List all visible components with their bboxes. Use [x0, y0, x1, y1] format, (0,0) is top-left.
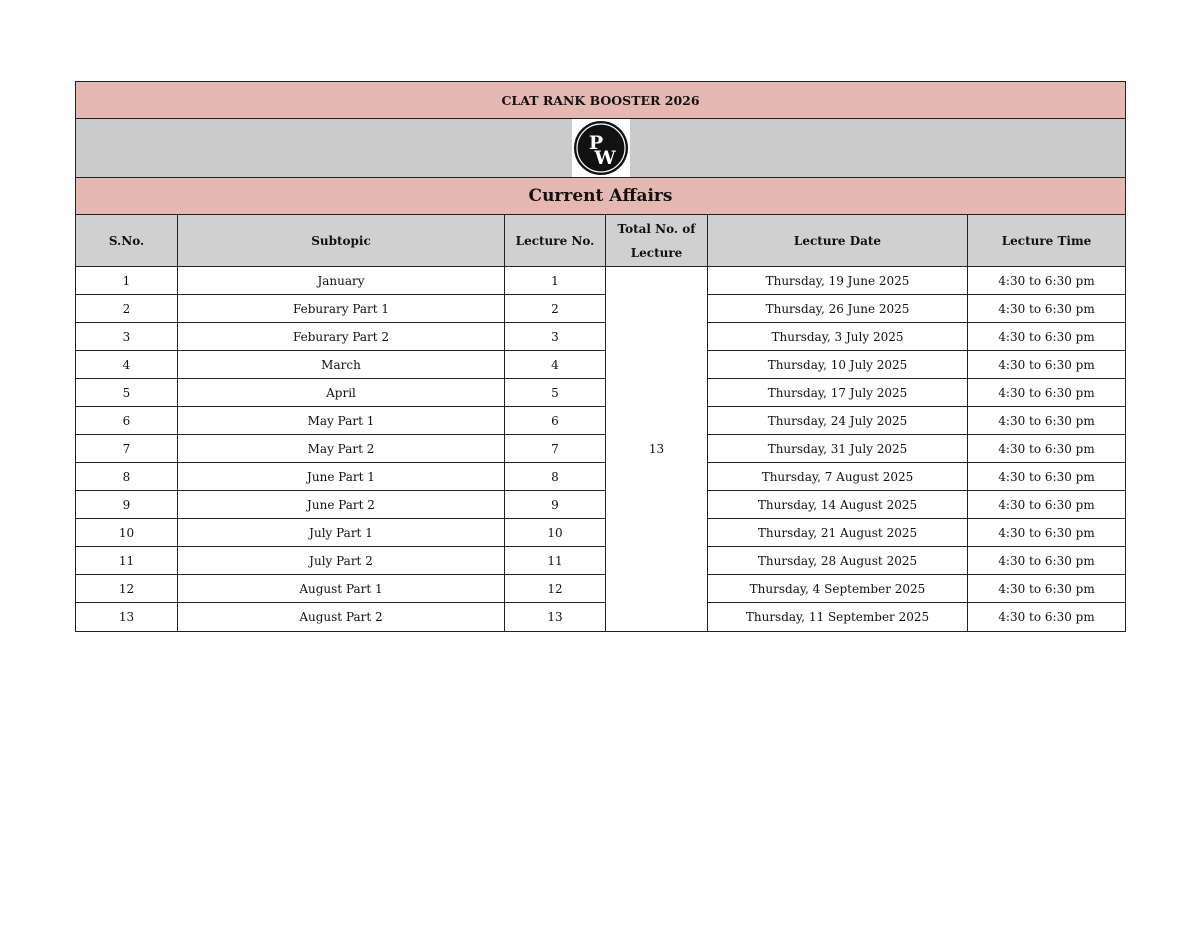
- cell-lecture-no: 1: [505, 267, 606, 295]
- cell-lecture-no: 10: [505, 519, 606, 547]
- cell-lecture-date: Thursday, 21 August 2025: [708, 519, 968, 547]
- header-row: [76, 215, 1126, 267]
- cell-subtopic: August Part 2: [178, 603, 505, 632]
- cell-subtopic: Feburary Part 2: [178, 323, 505, 351]
- cell-lecture-no: 2: [505, 295, 606, 323]
- cell-lecture-date: Thursday, 11 September 2025: [708, 603, 968, 632]
- cell-lecture-date: Thursday, 28 August 2025: [708, 547, 968, 575]
- col-header-date: Lecture Date: [708, 215, 968, 267]
- cell-lecture-no: 3: [505, 323, 606, 351]
- table-row: [76, 547, 1126, 575]
- section-row: [76, 178, 1126, 215]
- cell-sno: 12: [76, 575, 178, 603]
- logo-row: [76, 119, 1126, 178]
- col-header-lecture-no: Lecture No.: [505, 215, 606, 267]
- cell-sno: 7: [76, 435, 178, 463]
- cell-sno: 6: [76, 407, 178, 435]
- cell-subtopic: May Part 2: [178, 435, 505, 463]
- col-header-sno: S.No.: [76, 215, 178, 267]
- cell-lecture-no: 7: [505, 435, 606, 463]
- table-row: [76, 603, 1126, 632]
- svg-text:P: P: [588, 132, 603, 154]
- cell-lecture-date: Thursday, 31 July 2025: [708, 435, 968, 463]
- cell-lecture-no: 5: [505, 379, 606, 407]
- cell-subtopic: July Part 1: [178, 519, 505, 547]
- cell-subtopic: June Part 2: [178, 491, 505, 519]
- cell-lecture-time: 4:30 to 6:30 pm: [968, 379, 1126, 407]
- svg-text:W: W: [593, 147, 616, 169]
- cell-lecture-date: Thursday, 24 July 2025: [708, 407, 968, 435]
- cell-lecture-no: 4: [505, 351, 606, 379]
- table-row: [76, 379, 1126, 407]
- logo-cell: [76, 119, 1126, 178]
- cell-lecture-time: 4:30 to 6:30 pm: [968, 491, 1126, 519]
- cell-lecture-time: 4:30 to 6:30 pm: [968, 575, 1126, 603]
- cell-sno: 13: [76, 603, 178, 632]
- cell-lecture-date: Thursday, 10 July 2025: [708, 351, 968, 379]
- cell-total-lectures: 13: [606, 267, 708, 632]
- cell-lecture-time: 4:30 to 6:30 pm: [968, 295, 1126, 323]
- cell-lecture-no: 11: [505, 547, 606, 575]
- cell-sno: 3: [76, 323, 178, 351]
- cell-lecture-date: Thursday, 17 July 2025: [708, 379, 968, 407]
- table-row: [76, 575, 1126, 603]
- col-header-time: Lecture Time: [968, 215, 1126, 267]
- cell-lecture-date: Thursday, 26 June 2025: [708, 295, 968, 323]
- table-row: [76, 435, 1126, 463]
- cell-lecture-date: Thursday, 7 August 2025: [708, 463, 968, 491]
- cell-lecture-time: 4:30 to 6:30 pm: [968, 351, 1126, 379]
- cell-lecture-time: 4:30 to 6:30 pm: [968, 323, 1126, 351]
- table-row: [76, 295, 1126, 323]
- cell-lecture-time: 4:30 to 6:30 pm: [968, 603, 1126, 632]
- cell-lecture-time: 4:30 to 6:30 pm: [968, 519, 1126, 547]
- cell-subtopic: June Part 1: [178, 463, 505, 491]
- cell-lecture-date: Thursday, 3 July 2025: [708, 323, 968, 351]
- cell-lecture-time: 4:30 to 6:30 pm: [968, 435, 1126, 463]
- cell-subtopic: May Part 1: [178, 407, 505, 435]
- table-row: [76, 519, 1126, 547]
- cell-lecture-date: Thursday, 19 June 2025: [708, 267, 968, 295]
- cell-subtopic: April: [178, 379, 505, 407]
- cell-lecture-time: 4:30 to 6:30 pm: [968, 463, 1126, 491]
- title-row: [76, 82, 1126, 119]
- cell-sno: 8: [76, 463, 178, 491]
- cell-sno: 11: [76, 547, 178, 575]
- table-row: [76, 323, 1126, 351]
- cell-lecture-time: 4:30 to 6:30 pm: [968, 267, 1126, 295]
- cell-lecture-time: 4:30 to 6:30 pm: [968, 547, 1126, 575]
- table-row: [76, 407, 1126, 435]
- pw-logo-icon: [572, 119, 630, 177]
- section-title: Current Affairs: [76, 178, 1126, 215]
- cell-lecture-no: 8: [505, 463, 606, 491]
- cell-sno: 10: [76, 519, 178, 547]
- cell-lecture-no: 12: [505, 575, 606, 603]
- table-row: [76, 267, 1126, 295]
- col-header-total: Total No. of Lecture: [606, 215, 708, 267]
- cell-sno: 1: [76, 267, 178, 295]
- table-row: [76, 491, 1126, 519]
- cell-lecture-time: 4:30 to 6:30 pm: [968, 407, 1126, 435]
- cell-sno: 2: [76, 295, 178, 323]
- schedule-table: [75, 81, 1126, 632]
- col-header-subtopic: Subtopic: [178, 215, 505, 267]
- cell-lecture-no: 6: [505, 407, 606, 435]
- cell-subtopic: Feburary Part 1: [178, 295, 505, 323]
- cell-lecture-no: 9: [505, 491, 606, 519]
- cell-sno: 5: [76, 379, 178, 407]
- cell-lecture-date: Thursday, 4 September 2025: [708, 575, 968, 603]
- cell-sno: 9: [76, 491, 178, 519]
- cell-subtopic: August Part 1: [178, 575, 505, 603]
- cell-subtopic: March: [178, 351, 505, 379]
- table-row: [76, 351, 1126, 379]
- cell-lecture-date: Thursday, 14 August 2025: [708, 491, 968, 519]
- sheet-title: CLAT RANK BOOSTER 2026: [76, 82, 1126, 119]
- cell-subtopic: July Part 2: [178, 547, 505, 575]
- table-row: [76, 463, 1126, 491]
- cell-sno: 4: [76, 351, 178, 379]
- cell-lecture-no: 13: [505, 603, 606, 632]
- cell-subtopic: January: [178, 267, 505, 295]
